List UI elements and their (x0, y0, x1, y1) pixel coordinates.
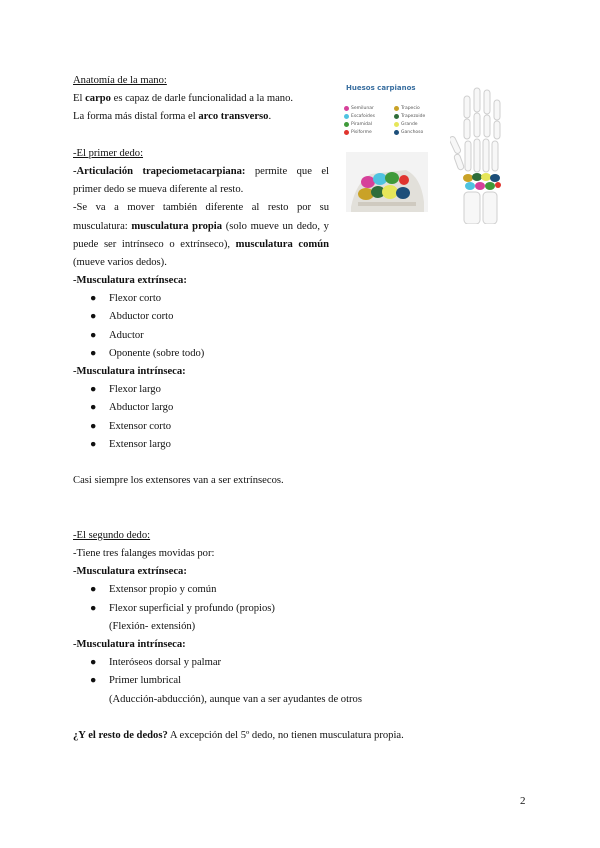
intro-text: El (73, 93, 86, 105)
legend-swatch (394, 106, 399, 111)
list-item-text: Abductor largo (109, 402, 174, 414)
legend-item (394, 114, 425, 119)
legend-label: Trapecio (401, 106, 420, 111)
term-bold: musculatura común (235, 238, 329, 250)
page-number: 2 (520, 795, 526, 807)
section-2-heading: -El segundo dedo: (73, 529, 151, 541)
list-item (73, 308, 531, 326)
paragraph-text: -Se va a mover también diferente al resto por su musculatura: (73, 202, 329, 232)
list-item (73, 345, 531, 363)
section-2-intro: -Tiene tres falanges movidas por: (73, 548, 215, 559)
section-1-extrinsic-list (73, 290, 531, 363)
list-item-text: Oponente (sobre todo) (109, 347, 205, 359)
list-item (73, 399, 531, 417)
bullet-icon: ● (90, 402, 97, 414)
rest-answer: A excepción del 5º dedo, no tienen musculatura propia. (167, 730, 404, 742)
term-bold: musculatura propia (131, 220, 223, 232)
carpus-closeup-image (346, 152, 428, 212)
page-title: Anatomía de la mano: (73, 75, 167, 86)
legend-label: Escafoides (351, 114, 375, 119)
list-item (73, 381, 531, 399)
rest-question: ¿Y el resto de dedos? (73, 730, 168, 742)
legend-swatch (394, 114, 399, 119)
hand-skeleton-image (450, 86, 520, 224)
paragraph-text: (mueve varios dedos). (73, 257, 167, 269)
legend-swatch (344, 122, 349, 127)
list-item-text: Extensor largo (109, 438, 171, 450)
bullet-icon: ● (90, 438, 97, 450)
section-1-note: Casi siempre los extensores van a ser extrínsecos. (73, 475, 284, 487)
legend-swatch (344, 130, 349, 135)
paragraph-text: (solo mueve un dedo, y puede ser intrínseco o extrínseco), (73, 220, 329, 250)
list-item (73, 290, 531, 308)
section-2-extrinsic-list (73, 581, 531, 617)
list-item (73, 672, 531, 690)
section-1-intrinsic-heading: -Musculatura intrínseca: (73, 366, 186, 378)
legend-swatch (394, 130, 399, 135)
bullet-icon: ● (90, 602, 97, 614)
section-1-intrinsic-list (73, 381, 531, 454)
legend-swatch (344, 114, 349, 119)
bullet-icon: ● (90, 420, 97, 432)
intro-block (73, 72, 329, 272)
section-2-intrinsic-note: (Aducción-abducción), aunque van a ser ayudantes de otros (109, 693, 362, 705)
list-item (73, 600, 531, 618)
legend-item (344, 130, 372, 135)
list-item-text: Extensor propio y común (109, 584, 217, 596)
bullet-icon: ● (90, 584, 97, 596)
paragraph-text: permite que el primer dedo se mueva diferente al resto. (73, 166, 329, 196)
legend-swatch (394, 122, 399, 127)
section-1-paragraph-1 (73, 163, 329, 199)
list-item (73, 436, 531, 454)
list-item (73, 418, 531, 436)
rest-paragraph (73, 727, 531, 745)
legend-label: Ganchoso (401, 130, 424, 135)
legend-label: Grande (401, 122, 418, 127)
legend-item (344, 122, 372, 127)
list-item-text: Flexor corto (109, 293, 162, 305)
legend-item (344, 106, 374, 111)
carpal-bones-figure (340, 80, 522, 225)
intro-bold: arco transverso (198, 111, 269, 123)
legend-swatch (344, 106, 349, 111)
list-item (73, 654, 531, 672)
intro-line-1 (73, 90, 329, 108)
section-1-paragraph-2 (73, 199, 329, 272)
bullet-icon: ● (90, 675, 97, 687)
section-1-extrinsic-heading: -Musculatura extrínseca: (73, 275, 187, 286)
bullet-icon: ● (90, 311, 97, 323)
intro-text: es capaz de darle funcionalidad a la mano. (110, 93, 294, 105)
legend-label: Trapezoide (401, 114, 426, 119)
intro-text: La forma más distal forma el (73, 111, 199, 123)
list-item-text: Flexor superficial y profundo (propios) (109, 602, 275, 614)
legend-label: Semilunar (351, 106, 374, 111)
section-2-extrinsic-heading: -Musculatura extrínseca: (73, 566, 187, 578)
section-1-lists (73, 272, 531, 745)
section-2-intrinsic-heading: -Musculatura intrínseca: (73, 639, 186, 651)
figure-title: Huesos carpianos (346, 84, 416, 92)
section-2-extrinsic-note: (Flexión- extensión) (109, 620, 196, 632)
bullet-icon: ● (90, 347, 97, 359)
intro-text: . (268, 111, 272, 123)
list-item-text: Interóseos dorsal y palmar (109, 657, 222, 669)
list-item-text: Extensor corto (109, 420, 172, 432)
list-item-text: Primer lumbrical (109, 675, 182, 687)
list-item (73, 581, 531, 599)
legend-item (394, 106, 420, 111)
bullet-icon: ● (90, 384, 97, 396)
intro-line-2 (73, 108, 329, 126)
list-item-text: Aductor (109, 329, 144, 341)
list-item (73, 327, 531, 345)
intro-bold: carpo (85, 93, 111, 105)
legend-item (344, 114, 375, 119)
legend-item (394, 122, 418, 127)
legend-label: Piramidal (351, 122, 372, 127)
section-1-heading: -El primer dedo: (73, 147, 144, 159)
bullet-icon: ● (90, 657, 97, 669)
term-bold: -Articulación trapeciometacarpiana: (73, 166, 246, 177)
list-item-text: Abductor corto (109, 311, 174, 323)
bullet-icon: ● (90, 293, 97, 305)
section-2-intrinsic-list (73, 654, 531, 690)
legend-label: Pisiforme (351, 130, 372, 135)
legend-item (394, 130, 423, 135)
bullet-icon: ● (90, 329, 97, 341)
list-item-text: Flexor largo (109, 384, 161, 396)
